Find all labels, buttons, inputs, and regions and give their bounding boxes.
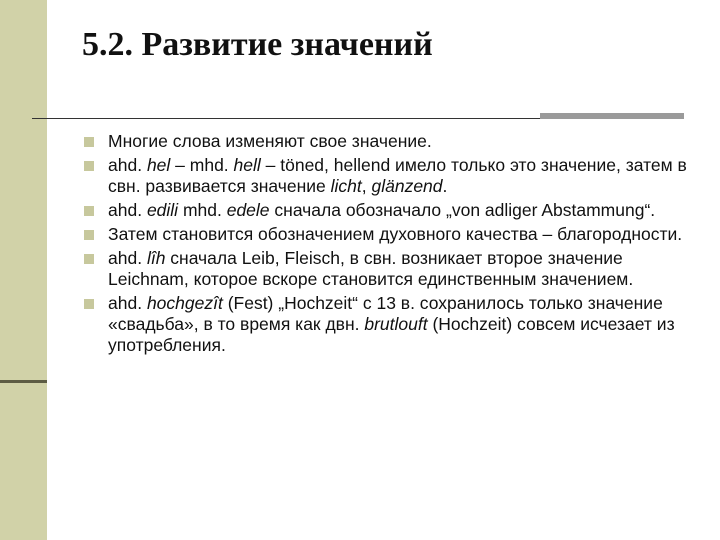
- bullet-text: mhd.: [178, 200, 227, 220]
- bullet-term-italic: brutlouft: [364, 314, 428, 334]
- bullet-square-icon: [84, 299, 94, 309]
- bullet-term-italic: hel: [146, 155, 171, 175]
- bullet-term-italic: licht: [330, 176, 362, 196]
- slide-title: 5.2. Развитие значений: [82, 26, 433, 63]
- bullet-term-italic: hell: [233, 155, 261, 175]
- side-decor-divider: [0, 380, 47, 383]
- bullet-item: [84, 293, 704, 356]
- bullet-square-icon: [84, 206, 94, 216]
- bullet-item: [84, 248, 704, 290]
- bullet-text: сначала Leib, Fleisch, в свн. возникает второе значение Leichnam, которое вскоре становится единственным значением.: [108, 248, 634, 289]
- bullet-term-italic: edili: [146, 200, 179, 220]
- bullet-text: ahd.: [108, 200, 147, 220]
- bullet-text: ahd.: [108, 293, 147, 313]
- bullet-text: – mhd.: [170, 155, 234, 175]
- bullet-text: ahd.: [108, 248, 147, 268]
- bullet-term-italic: lîh: [146, 248, 166, 268]
- bullet-square-icon: [84, 230, 94, 240]
- bullet-term-italic: hochgezît: [146, 293, 223, 313]
- bullet-square-icon: [84, 161, 94, 171]
- bullet-text: ahd.: [108, 155, 147, 175]
- bullet-item: [84, 224, 704, 245]
- title-underline-accent: [540, 113, 684, 119]
- bullet-square-icon: [84, 137, 94, 147]
- bullet-square-icon: [84, 254, 94, 264]
- bullet-text: .: [442, 176, 448, 196]
- bullet-item: [84, 200, 704, 221]
- bullet-text: (Fest) „Hochzeit“ с 13 в. сохранилось только значение «свадьба», в то время как двн.: [108, 293, 663, 334]
- bullet-list: [84, 131, 704, 359]
- bullet-text: (Hochzeit) совсем исчезает из употребления.: [108, 314, 675, 355]
- bullet-text: Затем становится обозначением духовного качества – благородности.: [108, 224, 683, 244]
- bullet-text: сначала обозначало „von adliger Abstammung“.: [269, 200, 656, 220]
- bullet-text: Многие слова изменяют свое значение.: [108, 131, 432, 151]
- bullet-text: ,: [361, 176, 372, 196]
- bullet-term-italic: glänzend: [371, 176, 443, 196]
- bullet-item: [84, 131, 704, 152]
- bullet-term-italic: edele: [226, 200, 270, 220]
- bullet-item: [84, 155, 704, 197]
- side-decor-band: [0, 0, 47, 540]
- bullet-text: – töned, hellend имело только это значение, затем в свн. развивается значение: [108, 155, 687, 196]
